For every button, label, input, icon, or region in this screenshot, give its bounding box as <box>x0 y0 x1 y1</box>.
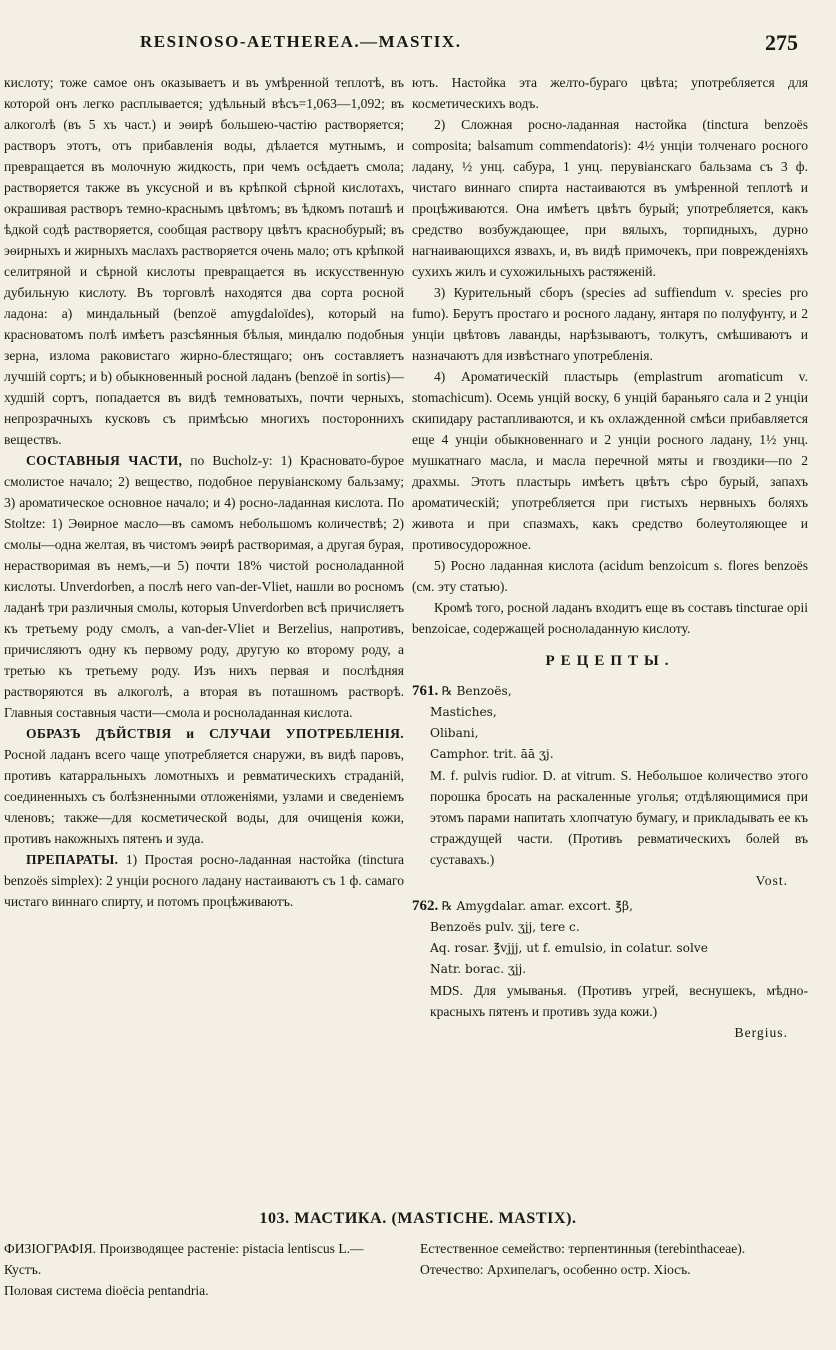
recipe-instructions: M. f. pulvis rudior. D. at vitrum. S. Небольшое количество этого порошка бросать на раскаленные уголья; отдѣляющимися при этомъ парами напитать хлопчатую бумагу, и прикладывать ее къ страждущей части. (Противъ ревматическихъ болей въ суставахъ.) <box>430 768 808 867</box>
recipe-instructions: MDS. Для умыванья. (Противъ угрей, веснушекъ, мѣдно-красныхъ пятенъ и противъ зуда кожи.) <box>430 983 808 1019</box>
recipe-ingredient: Aq. rosar. ℥vjjj, ut f. emulsio, in colatur. solve <box>430 941 708 955</box>
preparation-4: 4) Ароматическій пластырь (emplastrum aromaticum v. stomachicum). Осемь унцій воску, 6 унцій бараньяго сала и 2 унціи скипидару растапливаются, и къ охлажденной смѣси прибавляется еще 4 унціи обыкновеннаго и 2 унціи росного ладану, 1½ унц. мушкатнаго масла, и масла перечной мяты и гвоздики—по 2 драхмы. Этотъ пластырь имѣетъ цвѣтъ сѣро бурый, запахъ ароматическій; употребляется при гистыхъ нервныхъ боляхъ живота и при спазмахъ, какъ средство болеутоляющее и противосудорожное. <box>412 369 808 552</box>
recipe-number: 762. <box>412 898 439 914</box>
preparation-2: 2) Сложная росно-ладанная настойка (tinctura benzoës composita; balsamum commendatoris): 4½ унціи толченаго росного ладану, ½ унц. сабура, 1 унц. перувіанскаго бальзама съ 3 ф. чистаго виннаго спирта настаиваются въ умѣренной теплотѣ и процѣживаются. Она имѣетъ цвѣтъ бурый; употребляется, какъ средство возбуждающее, при вялыхъ, торпидныхъ, дурно нагнаивающихся язвахъ, и, въ видѣ примочекъ, при поврежденіяхъ сухихъ жилъ и сухожильныхъ растяженій. <box>412 117 808 279</box>
recipe-ingredient: Mastiches, <box>430 705 497 719</box>
section-title: 103. МАСТИКА. (MASTICHE. MASTIX). <box>259 1210 577 1227</box>
recipe-ingredient: ℞ Benzoës, <box>441 684 512 698</box>
section-left-column <box>4 1238 400 1301</box>
section-right-column <box>420 1238 816 1280</box>
recipe-ingredient: ℞ Amygdalar. amar. excort. ℥β, <box>441 899 633 913</box>
recipe-ingredient: Benzoës pulv. ʒjj, tere c. <box>430 920 580 934</box>
paragraph-preparations <box>4 849 404 912</box>
paragraph-components <box>4 450 404 723</box>
recipe-number: 761. <box>412 683 439 699</box>
physiography-line: ФИЗІОГРАФІЯ. Производящее растеніе: pistacia lentiscus L.—Кустъ. <box>4 1241 364 1277</box>
running-title: RESINOSO-AETHEREA.—MASTIX. <box>140 32 462 51</box>
extra-note: Кромѣ того, росной ладанъ входитъ еще въ составъ tincturae opii benzoicae, содержащей росноладанную кислоту. <box>412 600 808 636</box>
recipe-ingredient: Olibani, <box>430 726 479 740</box>
components-heading: СОСТАВНЫЯ ЧАСТИ, <box>26 453 183 468</box>
recipe-762 <box>412 895 808 1043</box>
preparations-text: 1) Простая росно-ладанная настойка (tinctura benzoës simplex): 2 унціи росного ладану настаиваютъ съ 1 ф. самаго чистаго виннаго спирту, и потомъ процѣживаютъ. <box>4 852 404 909</box>
paragraph-properties: кислоту; тоже самое онъ оказываетъ и въ умѣренной теплотѣ, въ которой онъ легко расплывается; удѣльный вѣсъ=1,063—1,092; въ алкоголѣ (въ 5 хъ част.) и эѳирѣ большею-частію растворяется; растворъ этотъ, отъ прибавленія воды, дѣлается мутнымъ, и превращается въ молочную жидкость, при чемъ осѣдаетъ смола; растворяется также въ уксусной и въ крѣпкой сѣрной кислотахъ, окрашивая растворъ темно-краснымъ цвѣтомъ; въ ѣдкомъ поташѣ и ѣдкой содѣ растворяется, сообщая раствору цвѣтъ краснобурый; въ эѳирныхъ и жирныхъ маслахъ растворяется очень мало; отъ крѣпкой селитряной и сѣрной кислоты превращается въ искусственную дубильную кислоту. Въ торговлѣ находятся два сорта росной ладона: а) миндальный (benzoë amygdaloïdes), который на красноватомъ полѣ имѣетъ разсѣянныя бѣлыя, миндалю подобныя зерна, излома раковистаго жирно-блестящаго; онъ составляетъ лучшій сортъ; и b) обыкновенный росной ладанъ (benzoë in sortis)—худшій сортъ, попадается въ видѣ темноватыхъ, почти черныхъ, непрозрачныхъ кусковъ съ примѣсью многихъ постороннихъ веществъ. <box>4 75 404 447</box>
page-number: 275 <box>765 30 798 55</box>
action-heading: ОБРАЗЪ ДѢЙСТВІЯ и СЛУЧАИ УПОТРЕБЛЕНІЯ. <box>26 726 404 741</box>
preparations-heading: ПРЕПАРАТЫ. <box>26 852 119 867</box>
sexual-system-line: Половая система dioëcia pentandria. <box>4 1283 209 1298</box>
recipes-heading: РЕЦЕПТЫ. <box>545 653 675 669</box>
running-head <box>0 30 836 60</box>
recipe-761 <box>412 680 808 891</box>
recipe-author: Bergius. <box>734 1025 788 1040</box>
paragraph-action <box>4 723 404 849</box>
preparation-5: 5) Росно ладанная кислота (acidum benzoicum s. flores benzoës (см. эту статью). <box>412 558 808 594</box>
fatherland-line: Отечество: Архипелагъ, особенно остр. Хіосъ. <box>420 1262 691 1277</box>
right-column <box>412 72 808 1043</box>
paragraph-continuation: ютъ. Настойка эта желто-бураго цвѣта; употребляется для косметическихъ водъ. <box>412 75 808 111</box>
recipe-ingredient: Natr. borac. ʒjj. <box>430 962 527 976</box>
natural-family-line: Естественное семейство: терпентинныя (terebinthaceae). <box>420 1241 746 1256</box>
left-column <box>4 72 404 912</box>
preparation-3: 3) Курительный сборъ (species ad suffiendum v. species pro fumo). Берутъ простаго и росного ладану, янтаря по полуфунту, и 2 унціи цвѣтовъ лаванды, нарѣзываютъ, толкутъ, смѣшиваютъ и назначаютъ для извѣстнаго употребленія. <box>412 285 808 363</box>
recipe-ingredient: Camphor. trit. āā ʒj. <box>430 747 554 761</box>
recipe-author: Vost. <box>755 873 788 888</box>
components-text: по Bucholz-у: 1) Красновато-бурое смолистое начало; 2) вещество, подобное перувіанскому бальзаму; 3) ароматическое основное начало; и 4) росно-ладанная кислота. По Stoltze: 1) Эѳирное масло—въ самомъ небольшомъ количествѣ; 2) смолы—одна желтая, въ чистомъ эѳирѣ растворимая, а другая бурая, нерастворимая въ немъ,—и 5) почти 18% чистой росноладанной кислоты. Unverdorben, а послѣ него van-der-Vliet, нашли во росномъ ладанѣ три различныя смолы, которыя Unverdorben всѣ причисляетъ къ третьему роду смолъ, а van-der-Vliet и Berzelius, напротивъ, причисляютъ одну къ первому роду, другую ко второму роду, а третью къ третьему роду. Изъ нихъ первая и послѣдняя растворяются въ алкоголѣ, а вторая въ поташномъ растворѣ. Главныя составныя части—смола и росноладанная кислота. <box>4 453 404 720</box>
section-mastix <box>0 1208 836 1298</box>
action-text: Росной ладанъ всего чаще употребляется снаружи, въ видѣ паровъ, противъ катарральныхъ ломотныхъ и ревматическихъ страданій, соединенныхъ съ болѣзненными отложеніями, узлами и сведеніемъ членовъ; также—для косметической воды, для очищенія кожи, противъ накожныхъ пятенъ и зуда. <box>4 747 404 846</box>
